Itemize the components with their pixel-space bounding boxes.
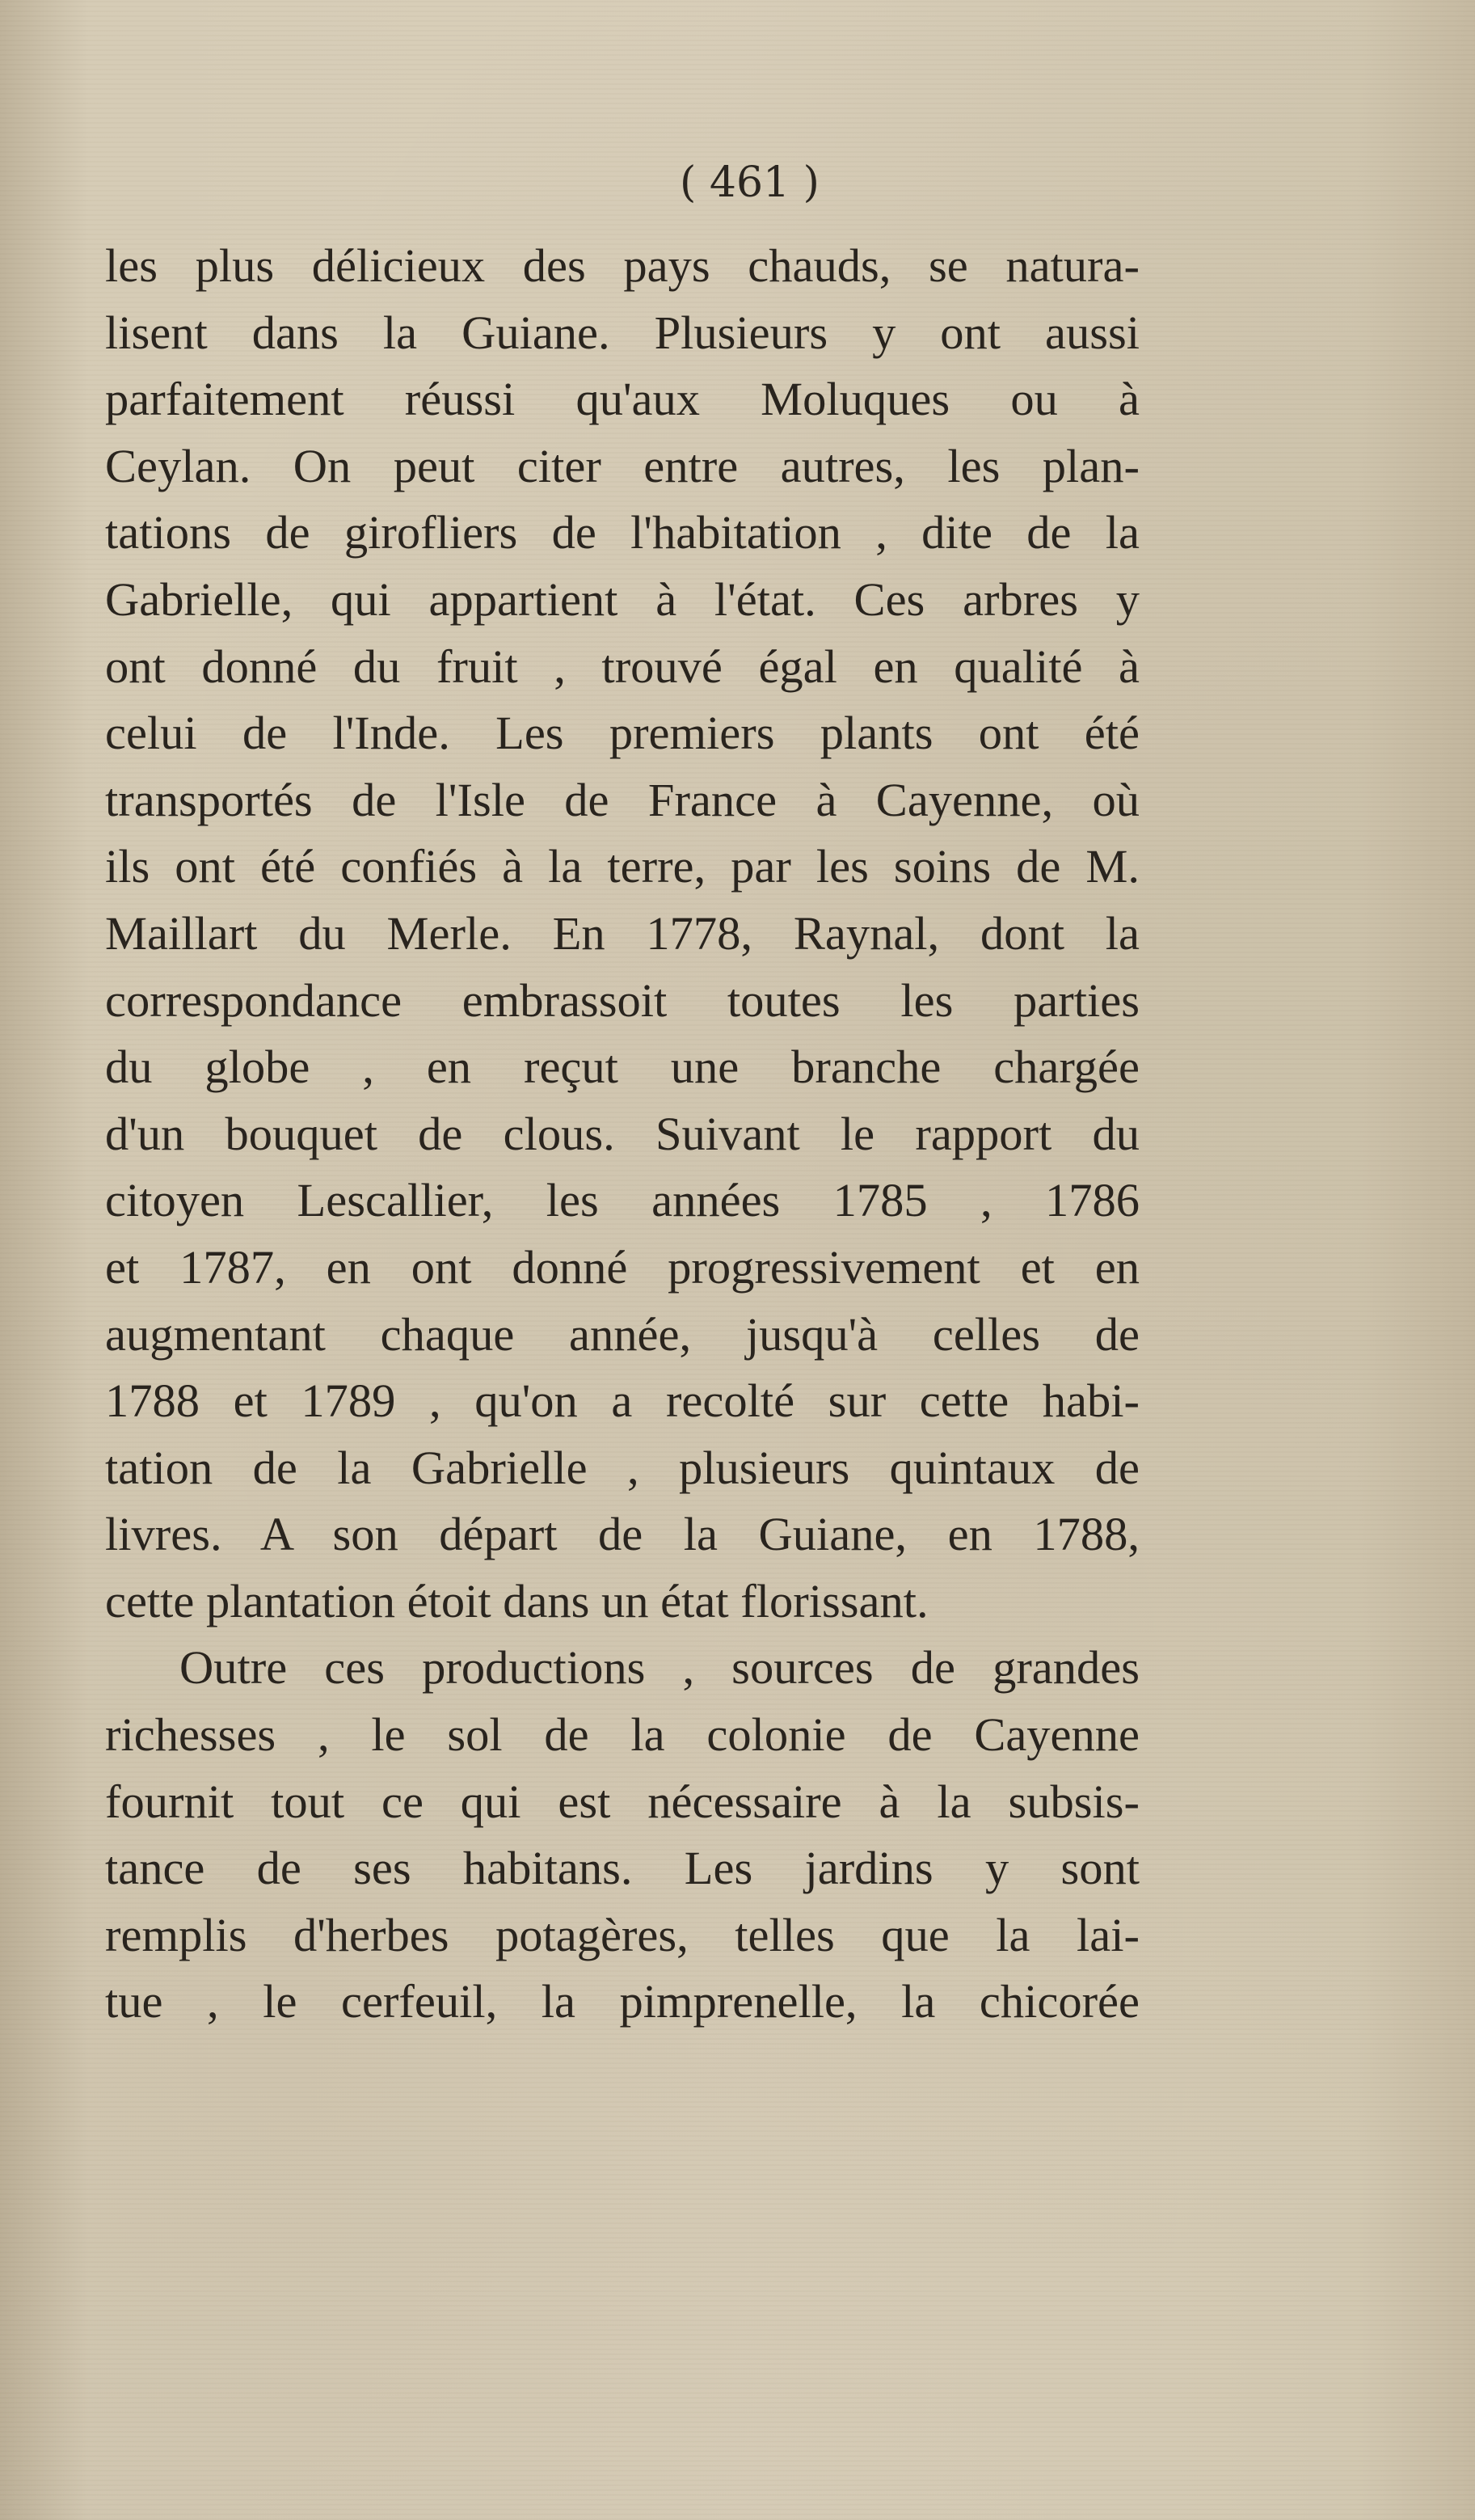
text-line: tations de girofliers de l'habitation , dite de la	[105, 506, 1140, 559]
text-line: Maillart du Merle. En 1778, Raynal, dont la	[105, 906, 1140, 960]
body-text	[105, 233, 1140, 2036]
text-line: tation de la Gabrielle , plusieurs quintaux de	[105, 1441, 1140, 1494]
text-line: livres. A son départ de la Guiane, en 1788,	[105, 1508, 1140, 1561]
text-line: les plus délicieux des pays chauds, se natura-	[105, 239, 1140, 292]
text-line: 1788 et 1789 , qu'on a recolté sur cette habi-	[105, 1374, 1140, 1428]
text-line: citoyen Lescallier, les années 1785 , 1786	[105, 1174, 1140, 1227]
text-line: d'un bouquet de clous. Suivant le rapport du	[105, 1107, 1140, 1160]
text-line: augmentant chaque année, jusqu'à celles de	[105, 1307, 1140, 1361]
text-line: Ceylan. On peut citer entre autres, les plan-	[105, 439, 1140, 492]
text-line: transportés de l'Isle de France à Cayenne, où	[105, 773, 1140, 826]
text-line: correspondance embrassoit toutes les parties	[105, 973, 1140, 1027]
text-line: fournit tout ce qui est nécessaire à la subsis-	[105, 1775, 1140, 1828]
text-line: tance de ses habitans. Les jardins y sont	[105, 1842, 1140, 1895]
page-number: ( 461 )	[680, 158, 820, 207]
paragraph-start-line: Outre ces productions , sources de grandes	[179, 1641, 1140, 1695]
text-line: et 1787, en ont donné progressivement et en	[105, 1240, 1140, 1294]
text-line: parfaitement réussi qu'aux Moluques ou à	[105, 373, 1140, 426]
paragraph-end-line: cette plantation étoit dans un état florissant.	[105, 1574, 929, 1627]
text-line: tue , le cerfeuil, la pimprenelle, la chicorée	[105, 1975, 1140, 2028]
text-line: Gabrielle, qui appartient à l'état. Ces arbres y	[105, 572, 1140, 626]
text-line: richesses , le sol de la colonie de Cayenne	[105, 1708, 1140, 1762]
text-line: ont donné du fruit , trouvé égal en qualité à	[105, 639, 1140, 693]
text-line: ils ont été confiés à la terre, par les soins de M.	[105, 840, 1140, 893]
text-line: remplis d'herbes potagères, telles que la lai-	[105, 1908, 1140, 1961]
text-line: lisent dans la Guiane. Plusieurs y ont aussi	[105, 306, 1140, 359]
text-line: celui de l'Inde. Les premiers plants ont été	[105, 707, 1140, 760]
text-line: du globe , en reçut une branche chargée	[105, 1041, 1140, 1094]
